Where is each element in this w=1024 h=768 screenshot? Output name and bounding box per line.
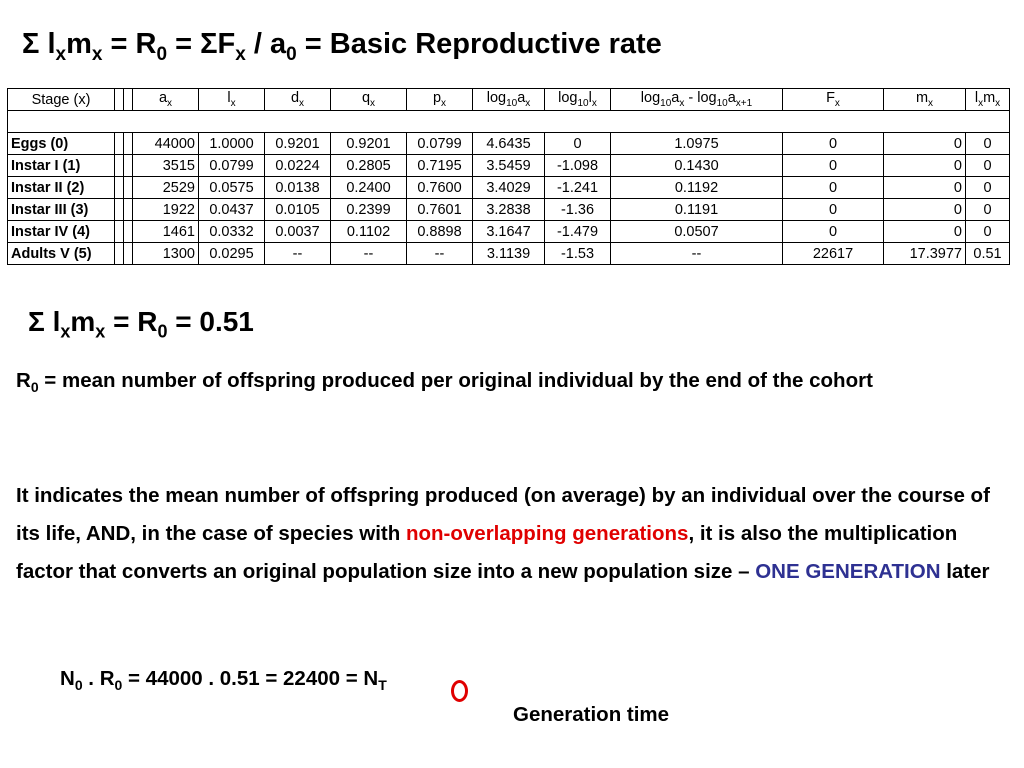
cell-ax: 1922 xyxy=(133,199,199,221)
cell-blank xyxy=(115,177,124,199)
cell-lxmx: 0.51 xyxy=(966,243,1010,265)
life-table xyxy=(7,88,1010,265)
cell-px: 0.7601 xyxy=(407,199,473,221)
table-row xyxy=(8,133,1010,155)
cell-blank xyxy=(115,133,124,155)
cell-ax: 3515 xyxy=(133,155,199,177)
header-log-lx: $\log_{10}l_x$ xyxy=(545,89,611,111)
cell-dx: 0.0105 xyxy=(265,199,331,221)
cell-lxmx: 0 xyxy=(966,177,1010,199)
cell-mx: 17.3977 xyxy=(884,243,966,265)
header-blank-1 xyxy=(115,89,124,111)
cell-px: -- xyxy=(407,243,473,265)
cell-stage: Instar III (3) xyxy=(8,199,115,221)
table-row xyxy=(8,221,1010,243)
table-header-row xyxy=(8,89,1010,111)
cell-log-ax: 3.1139 xyxy=(473,243,545,265)
cell-log-ax: 3.2838 xyxy=(473,199,545,221)
cell-mx: 0 xyxy=(884,133,966,155)
cell-qx: 0.9201 xyxy=(331,133,407,155)
table-row xyxy=(8,243,1010,265)
cell-stage: Instar I (1) xyxy=(8,155,115,177)
cell-log-lx: -1.098 xyxy=(545,155,611,177)
cell-stage: Instar IV (4) xyxy=(8,221,115,243)
non-overlapping-highlight: non-overlapping generations xyxy=(405,522,689,545)
cell-fx: 0 xyxy=(783,155,884,177)
generation-time-label: Generation time xyxy=(513,703,670,726)
cell-dx: 0.0224 xyxy=(265,155,331,177)
cell-stage: Eggs (0) xyxy=(8,133,115,155)
cell-blank xyxy=(124,177,133,199)
cell-fx: 0 xyxy=(783,199,884,221)
cell-lxmx: 0 xyxy=(966,199,1010,221)
cell-log-ax: 3.5459 xyxy=(473,155,545,177)
cell-k-value: 0.1430 xyxy=(611,155,783,177)
r0-definition: $R_0$ = mean number of offspring produced per original individual by the end of the cohort xyxy=(16,369,873,396)
table-row xyxy=(8,199,1010,221)
cell-fx: 0 xyxy=(783,221,884,243)
header-mx: $m_x$ xyxy=(884,89,966,111)
cell-log-lx: -1.53 xyxy=(545,243,611,265)
cell-blank xyxy=(115,221,124,243)
r0-explanation: It indicates the mean number of offspring produced (on average) by an individual over the course of its life, AND, in the case of species with non-overlapping generations, it is also the multiplication factor that converts an original population size into a new population size – ONE GENERATION later xyxy=(16,484,990,583)
cell-ax: 2529 xyxy=(133,177,199,199)
header-fx: $F_x$ xyxy=(783,89,884,111)
cell-px: 0.0799 xyxy=(407,133,473,155)
cell-mx: 0 xyxy=(884,199,966,221)
cell-lx: 0.0575 xyxy=(199,177,265,199)
cell-ax: 44000 xyxy=(133,133,199,155)
spacer-cell xyxy=(8,111,1010,133)
cell-lx: 0.0799 xyxy=(199,155,265,177)
cell-log-lx: -1.241 xyxy=(545,177,611,199)
cell-blank xyxy=(124,199,133,221)
r0-result: Σ $l_xm_x = R_0 = 0.51$ xyxy=(28,306,254,342)
header-px: $p_x$ xyxy=(407,89,473,111)
cell-fx: 0 xyxy=(783,177,884,199)
cell-qx: -- xyxy=(331,243,407,265)
cell-blank xyxy=(124,155,133,177)
header-lxmx: $l_xm_x$ xyxy=(966,89,1010,111)
cell-dx: 0.9201 xyxy=(265,133,331,155)
cell-dx: 0.0037 xyxy=(265,221,331,243)
cell-dx: -- xyxy=(265,243,331,265)
population-equation: $N_0$ . $R_0 = 44000$ . $0.51 = 22400 = N_T$ xyxy=(60,667,387,694)
cell-ax: 1461 xyxy=(133,221,199,243)
header-lx: $l_x$ xyxy=(199,89,265,111)
cell-px: 0.7195 xyxy=(407,155,473,177)
slide-title: Σ $l_xm_x = R_0 = \Sigma F_x / a_0$ = Basic Reproductive rate xyxy=(22,28,662,65)
cell-qx: 0.1102 xyxy=(331,221,407,243)
table-row xyxy=(8,177,1010,199)
header-qx: $q_x$ xyxy=(331,89,407,111)
one-generation-highlight: ONE GENERATION xyxy=(755,560,941,583)
table-spacer-row xyxy=(8,111,1010,133)
cell-k-value: 1.0975 xyxy=(611,133,783,155)
cell-mx: 0 xyxy=(884,155,966,177)
cell-k-value: 0.0507 xyxy=(611,221,783,243)
cell-blank xyxy=(115,155,124,177)
generation-time-circle xyxy=(451,680,468,702)
cell-blank xyxy=(115,243,124,265)
header-log-ax: $\log_{10}a_x$ xyxy=(473,89,545,111)
header-stage: Stage (x) xyxy=(8,89,115,111)
cell-lx: 0.0332 xyxy=(199,221,265,243)
cell-log-lx: -1.479 xyxy=(545,221,611,243)
cell-blank xyxy=(124,133,133,155)
cell-k-value: 0.1192 xyxy=(611,177,783,199)
cell-fx: 22617 xyxy=(783,243,884,265)
cell-blank xyxy=(124,243,133,265)
cell-log-ax: 3.1647 xyxy=(473,221,545,243)
cell-mx: 0 xyxy=(884,177,966,199)
cell-blank xyxy=(115,199,124,221)
table-row xyxy=(8,155,1010,177)
cell-qx: 0.2400 xyxy=(331,177,407,199)
cell-k-value: 0.1191 xyxy=(611,199,783,221)
header-dx: $d_x$ xyxy=(265,89,331,111)
cell-fx: 0 xyxy=(783,133,884,155)
cell-lx: 1.0000 xyxy=(199,133,265,155)
cell-stage: Adults V (5) xyxy=(8,243,115,265)
cell-blank xyxy=(124,221,133,243)
header-k-value: $\log_{10}a_x - \log_{10}a_{x+1}$ xyxy=(611,89,783,111)
cell-lx: 0.0437 xyxy=(199,199,265,221)
cell-qx: 0.2805 xyxy=(331,155,407,177)
cell-k-value: -- xyxy=(611,243,783,265)
cell-px: 0.8898 xyxy=(407,221,473,243)
cell-lxmx: 0 xyxy=(966,155,1010,177)
cell-lx: 0.0295 xyxy=(199,243,265,265)
header-blank-2 xyxy=(124,89,133,111)
cell-mx: 0 xyxy=(884,221,966,243)
cell-log-ax: 3.4029 xyxy=(473,177,545,199)
cell-qx: 0.2399 xyxy=(331,199,407,221)
cell-px: 0.7600 xyxy=(407,177,473,199)
header-ax: $a_x$ xyxy=(133,89,199,111)
cell-log-lx: -1.36 xyxy=(545,199,611,221)
cell-lxmx: 0 xyxy=(966,133,1010,155)
cell-ax: 1300 xyxy=(133,243,199,265)
cell-dx: 0.0138 xyxy=(265,177,331,199)
cell-log-ax: 4.6435 xyxy=(473,133,545,155)
cell-stage: Instar II (2) xyxy=(8,177,115,199)
cell-log-lx: 0 xyxy=(545,133,611,155)
cell-lxmx: 0 xyxy=(966,221,1010,243)
